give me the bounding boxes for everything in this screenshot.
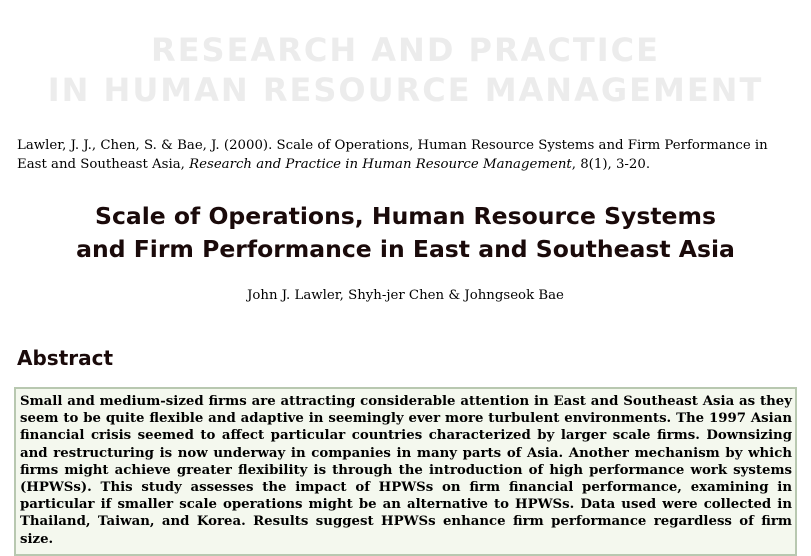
journal-banner bbox=[0, 30, 811, 110]
abstract-heading: Abstract bbox=[17, 346, 114, 370]
abstract-box bbox=[14, 387, 797, 556]
journal-banner-line-2: IN HUMAN RESOURCE MANAGEMENT bbox=[47, 71, 764, 109]
paper-title bbox=[0, 200, 811, 266]
paper-title-line-1: Scale of Operations, Human Resource Systems bbox=[95, 202, 716, 230]
paper-authors: John J. Lawler, Shyh-jer Chen & Johngseok Bae bbox=[247, 288, 564, 303]
citation-authors-year: Lawler, J. J., Chen, S. & Bae, J. (2000). Scale of Operations, Human Resource Systems and Firm Performance in East and Southeast Asia, bbox=[17, 138, 768, 172]
paper-title-line-2: and Firm Performance in East and Southeast Asia bbox=[76, 235, 735, 263]
citation bbox=[17, 136, 801, 174]
citation-volume-pages: , 8(1), 3-20. bbox=[571, 157, 651, 172]
citation-journal: Research and Practice in Human Resource Management bbox=[189, 157, 572, 172]
abstract-text: Small and medium-sized firms are attracting considerable attention in East and Southeast Asia as they seem to be quite flexible and adaptive in seemingly ever more turbulent environments. The 1997 Asian financial crisis seemed to affect particular countries characterized by larger scale firms. Downsizing and restructuring is now underway in companies in many parts of Asia. Another mechanism by which firms might achieve greater flexibility is through the introduction of high performance work systems (HPWSs). This study assesses the impact of HPWSs on firm financial performance, examining in particular if smaller scale operations might be an alternative to HPWSs. Data used were collected in Thailand, Taiwan, and Korea. Results suggest HPWSs enhance firm performance regardless of firm size. bbox=[20, 394, 792, 547]
journal-banner-line-1: RESEARCH AND PRACTICE bbox=[151, 31, 660, 69]
